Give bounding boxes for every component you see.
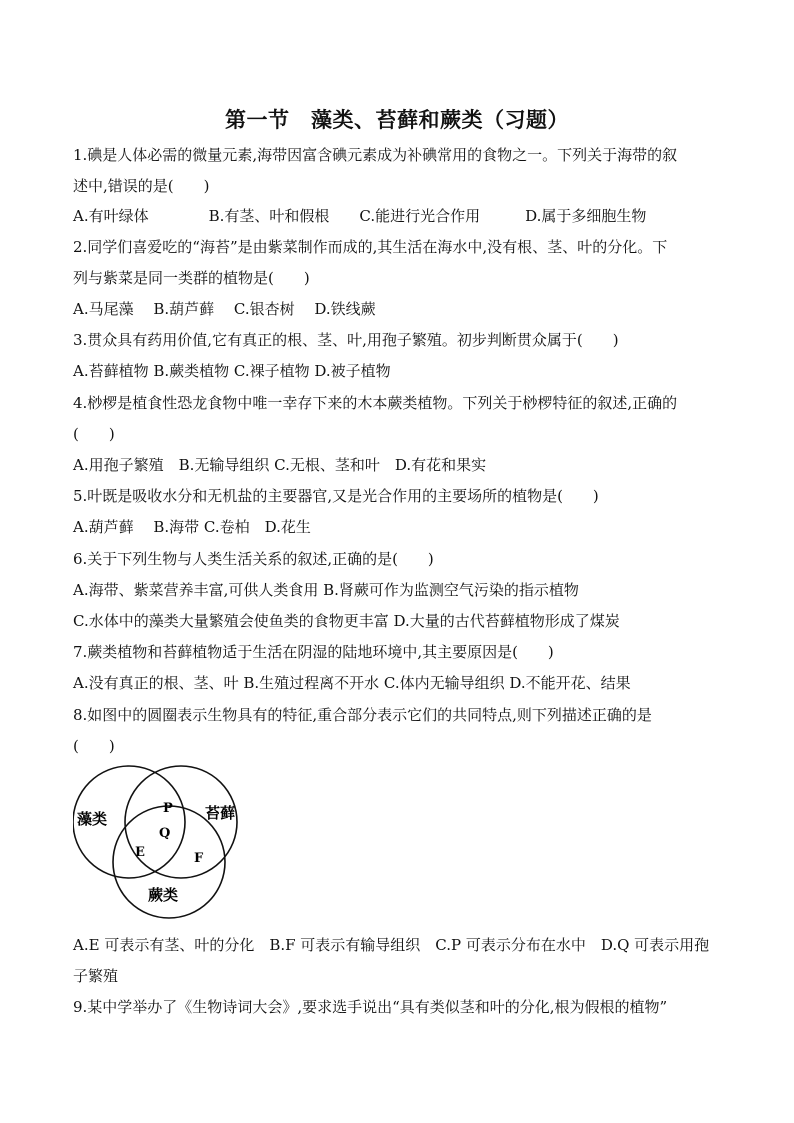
- answer-options: A.葫芦藓 B.海带 C.卷柏 D.花生: [73, 518, 311, 536]
- answer-options: A.没有真正的根、茎、叶 B.生殖过程离不开水 C.体内无输导组织 D.不能开花、结果: [73, 674, 631, 692]
- answer-options: A.有叶绿体 B.有茎、叶和假根 C.能进行光合作用 D.属于多细胞生物: [73, 207, 647, 225]
- question-line: ( ): [73, 425, 115, 443]
- question-line: 5.叶既是吸收水分和无机盐的主要器官,又是光合作用的主要场所的植物是( ): [73, 487, 599, 505]
- moss-circle: [125, 766, 237, 878]
- question-line: 述中,错误的是( ): [73, 177, 210, 195]
- region-p-label: P: [163, 801, 173, 816]
- answer-options: A.马尾藻 B.葫芦藓 C.银杏树 D.铁线蕨: [73, 300, 376, 318]
- algae-label: 藻类: [77, 810, 108, 828]
- question-line: 9.某中学举办了《生物诗词大会》,要求选手说出“具有类似茎和叶的分化,根为假根的植物”: [73, 998, 668, 1016]
- question-line: 2.同学们喜爱吃的“海苔”是由紫菜制作而成的,其生活在海水中,没有根、茎、叶的分化。下: [73, 238, 668, 256]
- answer-options: A.苔藓植物 B.蕨类植物 C.裸子植物 D.被子植物: [73, 362, 391, 380]
- region-q-label: Q: [159, 826, 171, 841]
- venn-diagram: [73, 764, 243, 920]
- question-line: 3.贯众具有药用价值,它有真正的根、茎、叶,用孢子繁殖。初步判断贯众属于( ): [73, 331, 619, 349]
- question-line: 列与紫菜是同一类群的植物是( ): [73, 269, 310, 287]
- question-line: 7.蕨类植物和苔藓植物适于生活在阴湿的陆地环境中,其主要原因是( ): [73, 643, 554, 661]
- question-line: 4.桫椤是植食性恐龙食物中唯一幸存下来的木本蕨类植物。下列关于桫椤特征的叙述,正确的: [73, 394, 678, 412]
- region-f-label: F: [194, 851, 204, 866]
- fern-label: 蕨类: [148, 886, 179, 904]
- question-line: ( ): [73, 737, 115, 755]
- moss-label: 苔藓: [205, 804, 236, 822]
- question-line: 子繁殖: [73, 967, 119, 985]
- region-e-label: E: [135, 845, 145, 860]
- question-line: 1.碘是人体必需的微量元素,海带因富含碘元素成为补碘常用的食物之一。下列关于海带的叙: [73, 146, 678, 164]
- answer-options: A.E 可表示有茎、叶的分化 B.F 可表示有输导组织 C.P 可表示分布在水中 D.Q 可表示用孢: [73, 936, 710, 954]
- question-line: 6.关于下列生物与人类生活关系的叙述,正确的是( ): [73, 550, 434, 568]
- answer-options: A.用孢子繁殖 B.无输导组织 C.无根、茎和叶 D.有花和果实: [73, 456, 487, 474]
- answer-options: A.海带、紫菜营养丰富,可供人类食用 B.肾蕨可作为监测空气污染的指示植物: [73, 581, 579, 599]
- question-line: 8.如图中的圆圈表示生物具有的特征,重合部分表示它们的共同特点,则下列描述正确的是: [73, 706, 652, 724]
- page-title: 第一节 藻类、苔藓和蕨类（习题）: [225, 108, 569, 132]
- answer-options: C.水体中的藻类大量繁殖会使鱼类的食物更丰富 D.大量的古代苔藓植物形成了煤炭: [73, 612, 620, 630]
